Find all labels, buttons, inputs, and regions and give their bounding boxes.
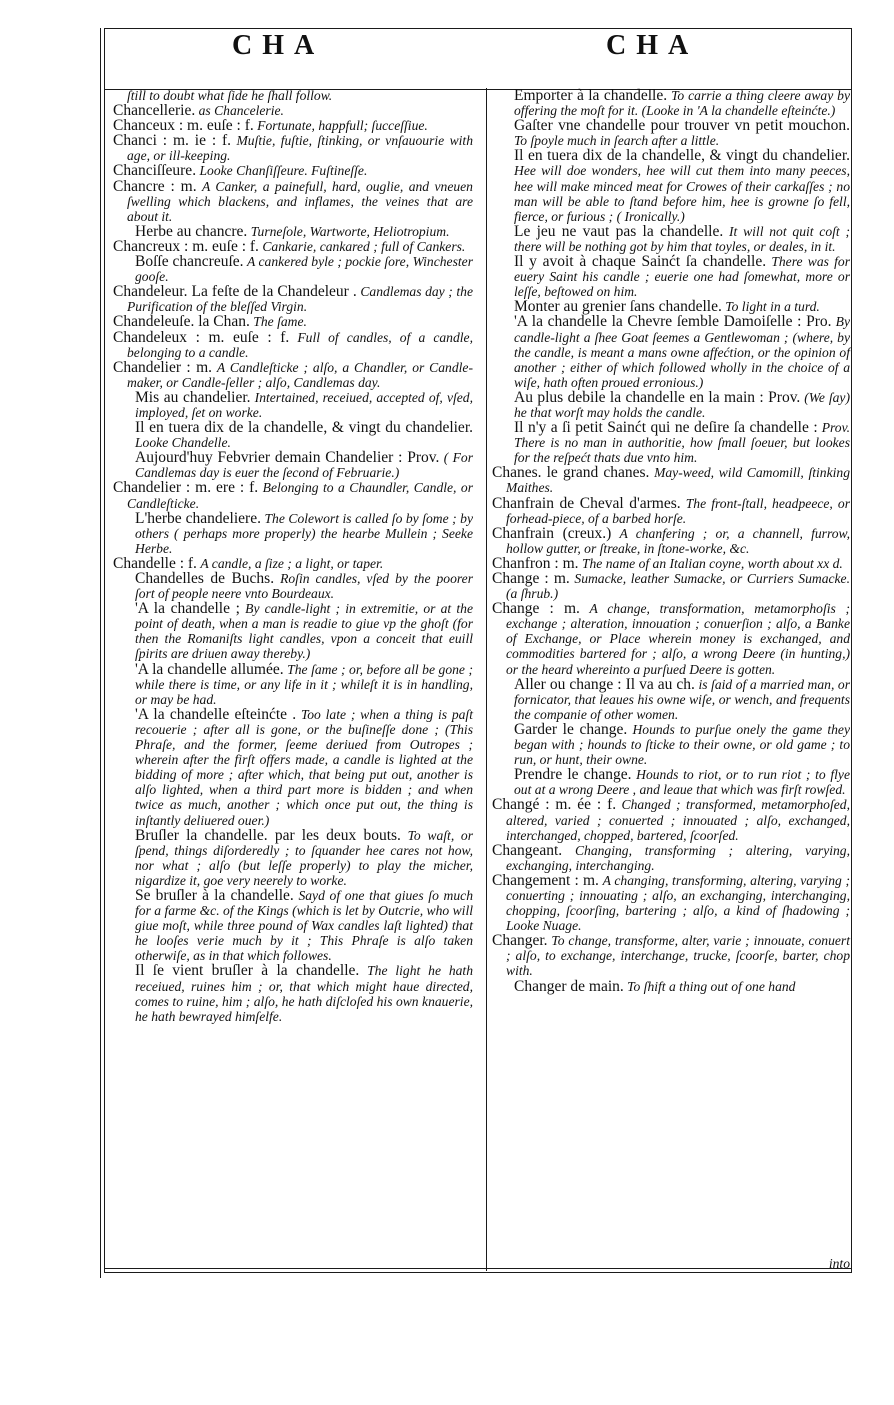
dictionary-entry: [500, 299, 850, 314]
entry-headword: Chancellerie.: [113, 102, 196, 120]
entry-definition: Changed ; transformed, metamorphoſed, altered, varied ; conuerted ; innouated ; alſo, exchanged, interchanged, chopped, bartered, ſcoorſed.: [506, 797, 850, 843]
entry-definition: By candle-light ; in extremitie, or at the point of death, when a man is readie to giue vp the ghoſt (for then the Romaniſts light candles, vpon a conceit that euill ſpirits are driuen away thereby.): [135, 601, 473, 662]
dictionary-entry: [121, 662, 473, 707]
dictionary-entry: [492, 571, 850, 601]
entry-headword: L'herbe chandeliere.: [135, 509, 261, 527]
entry-headword: Il en tuera dix de la chandelle, & vingt du chandelier.: [514, 147, 850, 165]
entry-headword: Chanes. le grand chanes.: [492, 464, 650, 482]
dictionary-entry: [492, 601, 850, 676]
entry-definition: A change, transformation, metamorphoſis ; exchange ; alteration, innouation ; conuerſion ; alſo, a Banke of Exchange, or Place wherein money is exchanged, and commodities bartered for ; alſo, a wrong Deere (in hunting,) or the heard whereinto a purſued Deere is gotten.: [506, 601, 850, 677]
dictionary-entry: [113, 314, 473, 329]
entry-definition: A chanfering ; or, a channell, furrow, hollow gutter, or ſtreake, in ſtone-worke, &c.: [506, 525, 850, 556]
entry-headword: Au plus debile la chandelle en la main : Prov.: [514, 388, 801, 406]
entry-definition: Belonging to a Chaundler, Candle, or Candleſticke.: [127, 480, 473, 511]
dictionary-entry: [500, 390, 850, 420]
column-divider: [486, 88, 487, 1271]
entry-headword: Chanceux : m. euſe : f.: [113, 117, 254, 135]
entry-headword: Prendre le change.: [514, 766, 632, 784]
entry-definition: Sumacke, leather Sumacke, or Curriers Sumacke. (a ſhrub.): [506, 571, 850, 602]
dictionary-entry: [492, 556, 850, 571]
dictionary-entry: [121, 828, 473, 888]
entry-headword: 'A la chandelle allumée.: [135, 660, 284, 678]
dictionary-entry: [121, 963, 473, 1023]
dictionary-entry: [492, 933, 850, 978]
entry-definition: To ſpoyle much in ſearch after a little.: [514, 133, 720, 149]
entry-headword: Se bruſler à la chandelle.: [135, 886, 294, 904]
entry-definition: Turneſole, Wartworte, Heliotropium.: [250, 223, 450, 239]
entry-definition: To carrie a thing cleere away by offering the moſt for it. (Looke in 'A la chandelle eſteinćte.): [514, 88, 850, 119]
entry-headword: Changeant.: [492, 841, 563, 859]
entry-definition: Changing, transforming ; altering, varying, exchanging, interchanging.: [506, 842, 850, 873]
dictionary-entry: [500, 767, 850, 797]
dictionary-entry: [113, 118, 473, 133]
dictionary-entry: [500, 420, 850, 465]
entry-headword: Monter au grenier ſans chandelle.: [514, 298, 722, 316]
entry-headword: Chandelier : m.: [113, 358, 212, 376]
dictionary-entry: [121, 601, 473, 661]
outer-rule: [100, 28, 101, 1278]
dictionary-entry: [113, 88, 473, 103]
dictionary-entry: [500, 118, 850, 148]
dictionary-entry: [500, 314, 850, 389]
entry-definition: Intertained, receiued, accepted of, vſed, imployed, ſet on worke.: [135, 389, 473, 420]
entry-headword: Changer de main.: [514, 977, 624, 995]
entry-definition: Looke Chandelle.: [135, 435, 231, 451]
dictionary-entry: [121, 390, 473, 420]
entry-definition: Too late ; when a thing is paſt recouerie ; after all is gone, or the buſineſſe done ; (This Phraſe, and the former, ſeeme deriued from Outropes ; wherein after the firſt offers made, a candle is lighted at the bidding of more ; after which, that being put out, another is alſo lighted, when a third part more is bidden ; and when twice as much, another ; which once put out, the thing is inſtantly deliuered ouer.): [135, 706, 473, 828]
entry-definition: It will not quit coſt ; there will be nothing got by him that toyles, or deales, in it.: [514, 223, 850, 254]
entry-headword: Aller ou change : Il va au ch.: [514, 675, 695, 693]
dictionary-entry: [492, 797, 850, 842]
entry-definition: Cankarie, cankared ; full of Cankers.: [262, 238, 466, 254]
dictionary-entry: [500, 224, 850, 254]
dictionary-entry: [121, 450, 473, 480]
entry-definition: The ſame ; or, before all be gone ; while there is time, or any life in it ; whileſt it is in handling, or may be had.: [135, 661, 473, 707]
entry-definition: A changing, transforming, altering, varying ; conuerting ; innouating ; alſo, an exchanging, interchanging, chopping, ſcoorſing, bartering ; alſo, a kind of ſhadowing ; Looke Nuage.: [506, 872, 851, 934]
entry-definition: The front-ſtall, headpeece, or forhead-piece, of a barbed horſe.: [506, 495, 850, 526]
entry-headword: Garder le change.: [514, 720, 628, 738]
entry-definition: Hee will doe wonders, hee will cut them into many peeces, hee will make minced meat for Crowes of their carkaſſes ; no man will be able to ſtand before him, hee is growne ſo fell, fierce, or furious ; ( Ironically.): [514, 163, 850, 224]
catchword: into: [828, 1256, 850, 1271]
entry-headword: Emporter à la chandelle.: [514, 87, 668, 104]
dictionary-entry: [500, 677, 850, 722]
entry-headword: Chancre : m.: [113, 177, 197, 195]
entry-definition: To ſhift a thing out of one hand: [627, 978, 796, 994]
entry-definition: A cankered byle ; pockie ſore, Winchester gooſe.: [135, 254, 473, 285]
entry-headword: 'A la chandelle ;: [135, 600, 240, 618]
dictionary-entry: [113, 179, 473, 224]
entry-headword: Changement : m.: [492, 871, 599, 889]
running-head-right: CHA: [606, 30, 699, 61]
entry-headword: Chanci : m. ie : f.: [113, 132, 232, 150]
dictionary-entry: [500, 979, 850, 994]
dictionary-entry: [113, 133, 473, 163]
dictionary-entry: [121, 511, 473, 556]
entry-definition: To change, transforme, alter, varie ; innouate, conuert ; alſo, to exchange, interchange, trucke, ſcoorſe, barter, chop with.: [506, 933, 850, 979]
entry-definition: The ſame.: [253, 314, 307, 330]
dictionary-entry: [500, 254, 850, 299]
dictionary-entry: [492, 873, 850, 933]
dictionary-entry: [492, 526, 850, 556]
dictionary-entry: [121, 707, 473, 828]
entry-definition: By candle-light a ſhee Goat ſeemes a Gentlewoman ; (where, by the candle, is meant a mans owne affećtion, or the opinion of another ; either of which followed wholly in the choice of a wiſe, hath often proued erronious.): [514, 314, 850, 390]
dictionary-entry: [500, 722, 850, 767]
entry-headword: 'A la chandelle la Chevre ſemble Damoiſelle : Pro.: [514, 313, 832, 331]
entry-definition: A Canker, a painefull, hard, ouglie, and vneuen ſwelling which blackens, and inflames, the veines that are about it.: [127, 178, 473, 224]
entry-headword: Chandelle : f.: [113, 554, 197, 572]
entry-headword: Chanfrain (creux.): [492, 524, 612, 542]
dictionary-entry: [113, 284, 473, 314]
entry-headword: Chandeleuſe. la Chan.: [113, 313, 250, 331]
entry-headword: Il y avoit à chaque Sainćt ſa chandelle.: [514, 253, 767, 271]
entry-definition: Hounds to purſue onely the game they began with ; hounds to ſticke to their owne, or old game ; to run, or hunt, their owne.: [514, 721, 850, 768]
entry-definition: A candle, a ſize ; a light, or taper.: [200, 555, 384, 571]
running-head-left: CHA: [232, 30, 325, 61]
entry-definition: The Colewort is called ſo by ſome ; by others ( perhaps more properly) the hearbe Mullein ; Seeke Herbe.: [135, 510, 473, 556]
entry-headword: Il en tuera dix de la chandelle, & vingt du chandelier.: [135, 419, 473, 437]
entry-headword: Chandeleur. La feſte de la Chandeleur .: [113, 283, 357, 301]
entry-definition: The name of an Italian coyne, worth about xx d.: [581, 555, 843, 571]
entry-definition: Sayd of one that giues ſo much for a farme &c. of the Kings (which is let by Outcrie, who will giue moſt, while three pound of Wax candles laſt lighted) that he looſes verie much by it ; This Phraſe is alſo taken otherwiſe, as in that which followes.: [135, 887, 473, 964]
dictionary-entry: [113, 360, 473, 390]
entry-headword: Changer.: [492, 932, 548, 950]
dictionary-entry: [500, 88, 850, 118]
left-column: [113, 88, 473, 1024]
entry-definition: Looke Chanſiſſeure. Fuſtineſſe.: [199, 163, 368, 179]
entry-definition: May-weed, wild Camomill, ſtinking Maithes.: [506, 465, 850, 496]
dictionary-entry: [121, 571, 473, 601]
entry-headword: Aujourd'huy Febvrier demain Chandelier : Prov.: [135, 449, 440, 467]
entry-definition: Candlemas day ; the Purification of the bleſſed Virgin.: [127, 284, 473, 315]
entry-headword: 'A la chandelle eſteinćte .: [135, 705, 297, 723]
dictionary-entry: [121, 224, 473, 239]
entry-headword: Chandelles de Buchs.: [135, 570, 275, 587]
entry-definition: (We ſay) he that worſt may holds the candle.: [514, 389, 850, 420]
entry-headword: Il ſe vient bruſler à la chandelle.: [135, 962, 360, 980]
entry-headword: Le jeu ne vaut pas la chandelle.: [514, 222, 724, 240]
dictionary-entry: [500, 148, 850, 223]
entry-headword: Chancreux : m. euſe : f.: [113, 237, 259, 255]
dictionary-entry: [113, 556, 473, 571]
entry-headword: Change : m.: [492, 600, 580, 618]
entry-definition: is ſaid of a married man, or fornicator, that leaues his owne wiſe, or wench, and frequents the companie of other women.: [514, 676, 850, 722]
dictionary-entry: [492, 843, 850, 873]
entry-headword: Gaſter vne chandelle pour trouver vn petit mouchon.: [514, 117, 850, 135]
entry-definition: A Candleſticke ; alſo, a Chandler, or Candle-maker, or Candle-ſeller ; alſo, Candlemas day.: [127, 359, 473, 390]
entry-definition: To waſt, or ſpend, things diſorderedly ; to ſquander hee cares not how, nor what ; alſo (but leſſe properly) to play the micher, nigardize it, goe very neerely to worke.: [135, 827, 473, 888]
entry-definition: as Chancelerie.: [198, 103, 284, 119]
entry-headword: Bruſler la chandelle. par les deux bouts.: [135, 826, 401, 844]
dictionary-entry: [121, 888, 473, 963]
entry-definition: There was for euery Saint his candle ; euerie one had ſomewhat, more or leſſe, beſtowed on him.: [514, 254, 850, 300]
entry-definition: ( For Candlemas day is euer the ſecond of Februarie.): [135, 450, 473, 481]
entry-definition: Hounds to riot, or to run riot ; to flye out at a wrong Deere , and leaue that which was firſt rowſed.: [514, 767, 850, 798]
entry-definition: Muſtie, fuſtie, ſtinking, or vnſauourie with age, or ill-keeping.: [127, 133, 473, 164]
entry-definition: Roſin candles, vſed by the poorer ſort of people neere vnto Bourdeaux.: [135, 571, 473, 602]
dictionary-entry: [492, 496, 850, 526]
right-column: [492, 88, 850, 994]
entry-definition: To light in a turd.: [725, 299, 820, 315]
dictionary-entry: [113, 103, 473, 118]
entry-definition: ſtill to doubt what ſide he ſhall follow.: [127, 88, 333, 103]
entry-headword: Herbe au chancre.: [135, 222, 248, 240]
dictionary-entry: [113, 480, 473, 510]
dictionary-entry: [121, 254, 473, 284]
entry-headword: Chanfrain de Cheval d'armes.: [492, 494, 681, 512]
entry-headword: Chanfron : m.: [492, 554, 579, 572]
dictionary-entry: [121, 420, 473, 450]
entry-headword: Chandelier : m. ere : f.: [113, 479, 259, 497]
entry-definition: The light he hath receiued, ruines him ; or, that which might haue directed, comes to ruine, him ; alſo, he hath diſcloſed his own knauerie, he hath bewrayed himſelfe.: [135, 963, 473, 1024]
entry-headword: Change : m.: [492, 570, 570, 587]
entry-headword: Chanciſſeure.: [113, 162, 197, 180]
entry-headword: Il n'y a ſi petit Sainćt qui ne deſire ſa chandelle :: [514, 419, 818, 437]
entry-definition: Prov. There is no man in authoritie, how ſmall ſoeuer, but lookes for the reſpećt thats due vnto him.: [514, 420, 850, 466]
entry-headword: Chandeleux : m. euſe : f.: [113, 328, 290, 346]
dictionary-entry: [492, 465, 850, 495]
dictionary-entry: [113, 239, 473, 254]
footer-rule: [105, 1268, 851, 1269]
entry-definition: Full of candles, of a candle, belonging to a candle.: [127, 329, 473, 360]
entry-headword: Mis au chandelier.: [135, 388, 251, 406]
entry-headword: Boſſe chancreuſe.: [135, 253, 244, 271]
entry-definition: Fortunate, happfull; ſucceſſiue.: [257, 118, 428, 134]
dictionary-entry: [113, 163, 473, 178]
dictionary-entry: [113, 330, 473, 360]
entry-headword: Changé : m. ée : f.: [492, 796, 617, 814]
